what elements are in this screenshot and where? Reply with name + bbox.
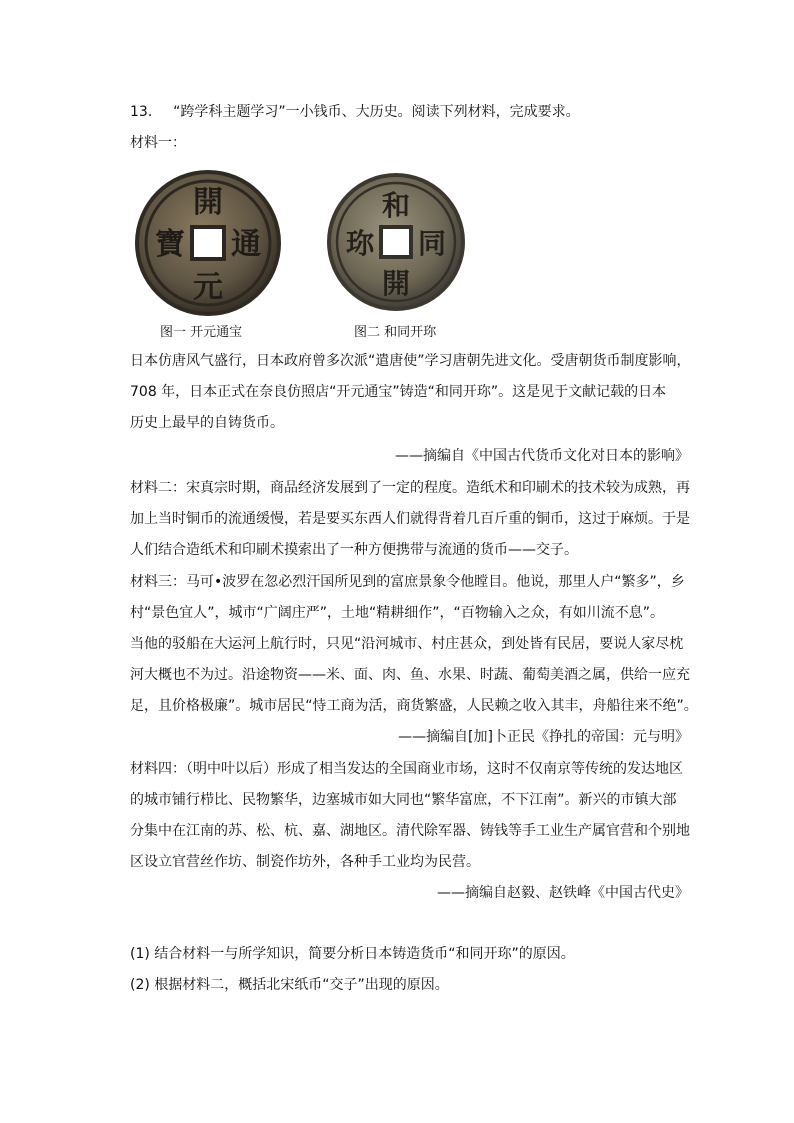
material3-line-3: 当他的驳船在大运河上航行时，只见“沿河城市、村庄甚众，到处皆有民居，要说人家尽枕 (130, 636, 684, 652)
material1-line-3: 历史上最早的自铸货币。 (130, 415, 284, 431)
coin1-char-left: 寶 (155, 227, 185, 262)
subquestion-2: (2) 根据材料二，概括北宋纸币“交子”出现的原因。 (130, 977, 449, 993)
material4-line-4: 区设立官营丝作坊、制瓷作坊外，各种手工业均为民营。 (130, 854, 480, 870)
material4-line-3: 分集中在江南的苏、松、杭、嘉、湖地区。清代除军器、铸钱等手工业生产属官营和个别地 (130, 823, 690, 839)
material3-source: ——摘编自[加]卜正民《挣扎的帝国：元与明》 (398, 729, 689, 745)
coin2-char-top: 和 (381, 189, 411, 222)
coin1-char-right: 通 (231, 227, 261, 262)
material3-line-2: 村“景色宜人”，城市“广阔庄严”，土地“精耕细作”，“百物输入之众，有如川流不息”。 (130, 605, 665, 621)
material4-line-2: 的城市铺行栉比、民物繁华，边塞城市如大同也“繁华富庶，不下江南”。新兴的市镇大部 (130, 792, 677, 808)
material4-line-1: 材料四：（明中叶以后）形成了相当发达的全国商业市场，这时不仅南京等传统的发达地区 (130, 761, 683, 777)
wado-kaichin-coin-image (326, 172, 466, 312)
question-number: 13. (130, 104, 153, 120)
coin1-char-bottom: 元 (193, 270, 223, 305)
material2-line-3: 人们结合造纸术和印刷术摸索出了一种方便携带与流通的货币——交子。 (130, 542, 578, 558)
coin1-char-top: 開 (193, 185, 223, 220)
subquestion-1: (1) 结合材料一与所学知识，简要分析日本铸造货币“和同开珎”的原因。 (130, 946, 575, 962)
material3-line-4: 河大概也不为过。沿途物资——米、面、肉、鱼、水果、时蔬、葡萄美酒之属，供给一应充 (130, 667, 690, 683)
question-prompt: “跨学科主题学习”一小钱币、大历史。阅读下列材料，完成要求。 (173, 104, 580, 120)
coin2-char-bottom: 開 (381, 267, 411, 300)
material2-line-1: 材料二：宋真宗时期，商品经济发展到了一定的程度。造纸术和印刷术的技术较为成熟，再 (130, 480, 690, 496)
material2-line-2: 加上当时铜币的流通缓慢，若是要买东西人们就得背着几百斤重的铜币，这过于麻烦。于是 (130, 511, 690, 527)
material1-source: ——摘编自《中国古代货币文化对日本的影响》 (395, 448, 689, 464)
material1-label: 材料一： (130, 135, 186, 151)
material4-source: ——摘编自赵毅、赵铁峰《中国古代史》 (437, 885, 689, 901)
question-header (130, 102, 580, 122)
kaiyuan-tongbao-coin-image (134, 169, 282, 317)
material1-line-2: 708 年，日本正式在奈良仿照店“开元通宝”铸造“和同开珎”。这是见于文献记载的日本 (130, 384, 667, 400)
material1-line-1: 日本仿唐风气盛行，日本政府曾多次派“遣唐使”学习唐朝先进文化。受唐朝货币制度影响， (130, 353, 691, 369)
figure1-caption: 图一 开元通宝 (160, 325, 243, 340)
material3-line-1: 材料三：马可•波罗在忽必烈汗国所见到的富庶景象令他瞠目。他说，那里人户“繁多”，乡 (130, 574, 685, 590)
coin2-char-left: 珎 (345, 227, 375, 260)
figure2-caption: 图二 和同开珎 (354, 325, 437, 340)
material3-line-5: 足，且价格极廉”。城市居民“恃工商为活，商货繁盛，人民赖之收入其丰，舟船往来不绝”。 (130, 698, 698, 714)
coin2-char-right: 同 (417, 227, 447, 260)
